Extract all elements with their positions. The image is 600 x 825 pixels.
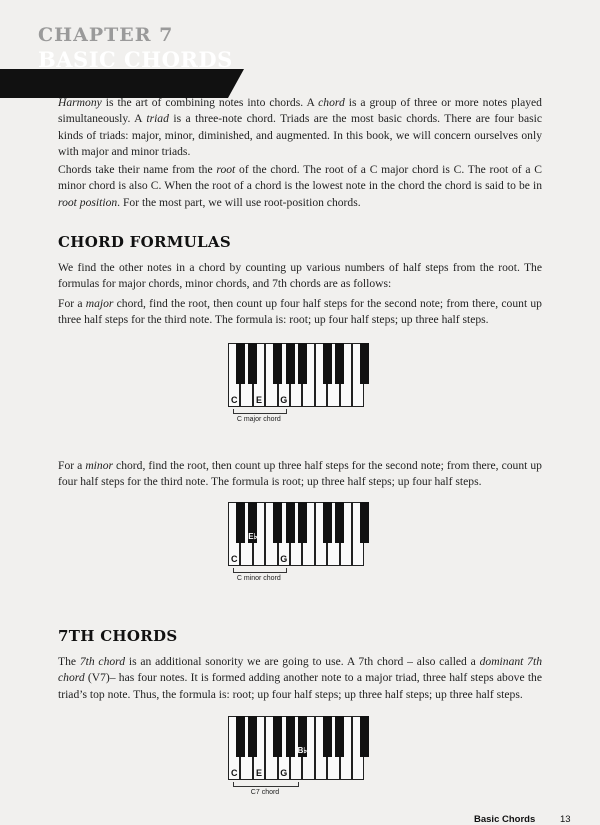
- keyboard-diagram-major: [228, 343, 364, 433]
- note-label: C: [230, 554, 238, 564]
- diagram-caption: C7 chord: [250, 789, 280, 796]
- black-key: [335, 716, 344, 757]
- black-key: [298, 343, 307, 384]
- black-key: [273, 502, 282, 543]
- flat-note-label: B♭: [297, 746, 308, 755]
- major-formula-paragraph: [58, 296, 542, 329]
- black-key: [360, 343, 369, 384]
- section-heading-7th-chords: 7TH CHORDS: [58, 627, 178, 645]
- text-run: (V7)– has four notes. It is formed adding another note to a major triad, three half steps above the triad’s top note. Thus, the formula is: root; up four half steps; up three half steps; up three half steps.: [58, 671, 542, 701]
- black-key: [248, 343, 257, 384]
- note-label: E: [255, 395, 262, 405]
- chord-bracket: [233, 782, 299, 787]
- black-key: [323, 716, 332, 757]
- black-key: [286, 502, 295, 543]
- black-key: [286, 716, 295, 757]
- note-label: G: [280, 768, 288, 778]
- minor-formula-paragraph: [58, 458, 542, 491]
- text-run: Chords take their name from the: [58, 163, 217, 176]
- italic-term: chord: [318, 96, 345, 109]
- diagram-caption: C minor chord: [236, 575, 281, 582]
- note-label: C: [230, 768, 238, 778]
- intro-paragraph-2: [58, 162, 542, 211]
- black-key: [323, 343, 332, 384]
- text-run: chord, find the root, then count up three half steps for the second note; from there, count up four half steps for the third note. The formula is root; up three half steps; up four half steps.: [58, 459, 542, 489]
- italic-term: root position: [58, 195, 118, 209]
- running-footer-title: Basic Chords: [474, 814, 536, 825]
- chord-bracket: [233, 568, 287, 573]
- black-key: [248, 716, 257, 757]
- note-label: C: [230, 395, 238, 405]
- black-key: [273, 716, 282, 757]
- flat-note-label: E♭: [248, 532, 258, 541]
- chord-bracket: [233, 409, 287, 414]
- seventh-paragraph: [58, 654, 542, 703]
- text-run: We find the other notes in a chord by counting up various numbers of half steps from the root. The formulas for major chords, minor chords, and 7th chords are as follows:: [58, 261, 542, 291]
- black-key: [335, 502, 344, 543]
- black-key: [360, 716, 369, 757]
- text-run: For a: [58, 297, 86, 310]
- italic-term: 7th chord: [79, 655, 126, 668]
- italic-term: minor: [85, 459, 114, 472]
- black-key: [360, 502, 369, 543]
- keyboard-diagram-minor: [228, 502, 364, 592]
- keyboard-diagram-seventh: [228, 716, 364, 806]
- diagram-caption: C major chord: [236, 416, 281, 423]
- black-key: [335, 343, 344, 384]
- black-key: [323, 502, 332, 543]
- italic-term: triad: [146, 112, 169, 126]
- text-run: chord, find the root, then count up four half steps for the second note; from there, count up three half steps for the third note. The formula is: root; up four half steps; up three half steps.: [58, 297, 542, 327]
- formulas-paragraph: [58, 260, 542, 293]
- page-number: 13: [560, 814, 571, 825]
- intro-paragraph-1: [58, 95, 542, 160]
- italic-term: Harmony: [58, 96, 102, 109]
- text-run: is an additional sonority we are going to use. A 7th chord – also called a: [125, 655, 480, 668]
- text-run: is a three-note chord. Triads are the most basic chords. There are four basic kinds of triads: major, minor, diminished, and augmented. In this book, we will concern ourselves only with major and minor triads.: [58, 112, 542, 158]
- black-key: [236, 343, 245, 384]
- chapter-title-bar: [0, 69, 228, 98]
- italic-term: root: [216, 163, 236, 176]
- black-key: [286, 343, 295, 384]
- text-run: For a: [58, 459, 86, 472]
- text-run: is a group of three or more notes played simultaneously. A: [58, 96, 542, 126]
- chapter-title: BASIC CHORDS: [38, 47, 233, 72]
- section-heading-chord-formulas: CHORD FORMULAS: [58, 233, 231, 251]
- text-run: The: [58, 655, 80, 668]
- text-run: of the chord. The root of a C major chord is C. The root of a C minor chord is also C. When the root of a chord is the lowest note in the chord the chord is said to be in: [58, 163, 543, 193]
- note-label: G: [280, 554, 288, 564]
- black-key: [273, 343, 282, 384]
- black-key: [236, 716, 245, 757]
- note-label: E: [255, 768, 262, 778]
- chapter-number: CHAPTER 7: [38, 24, 174, 46]
- note-label: G: [280, 395, 288, 405]
- black-key: [236, 502, 245, 543]
- text-run: . For the most part, we will use root-position chords.: [117, 195, 361, 209]
- black-key: [298, 502, 307, 543]
- text-run: is the art of combining notes into chords. A: [101, 96, 319, 109]
- italic-term: major: [85, 297, 114, 310]
- italic-term: dominant 7th chord: [58, 655, 542, 685]
